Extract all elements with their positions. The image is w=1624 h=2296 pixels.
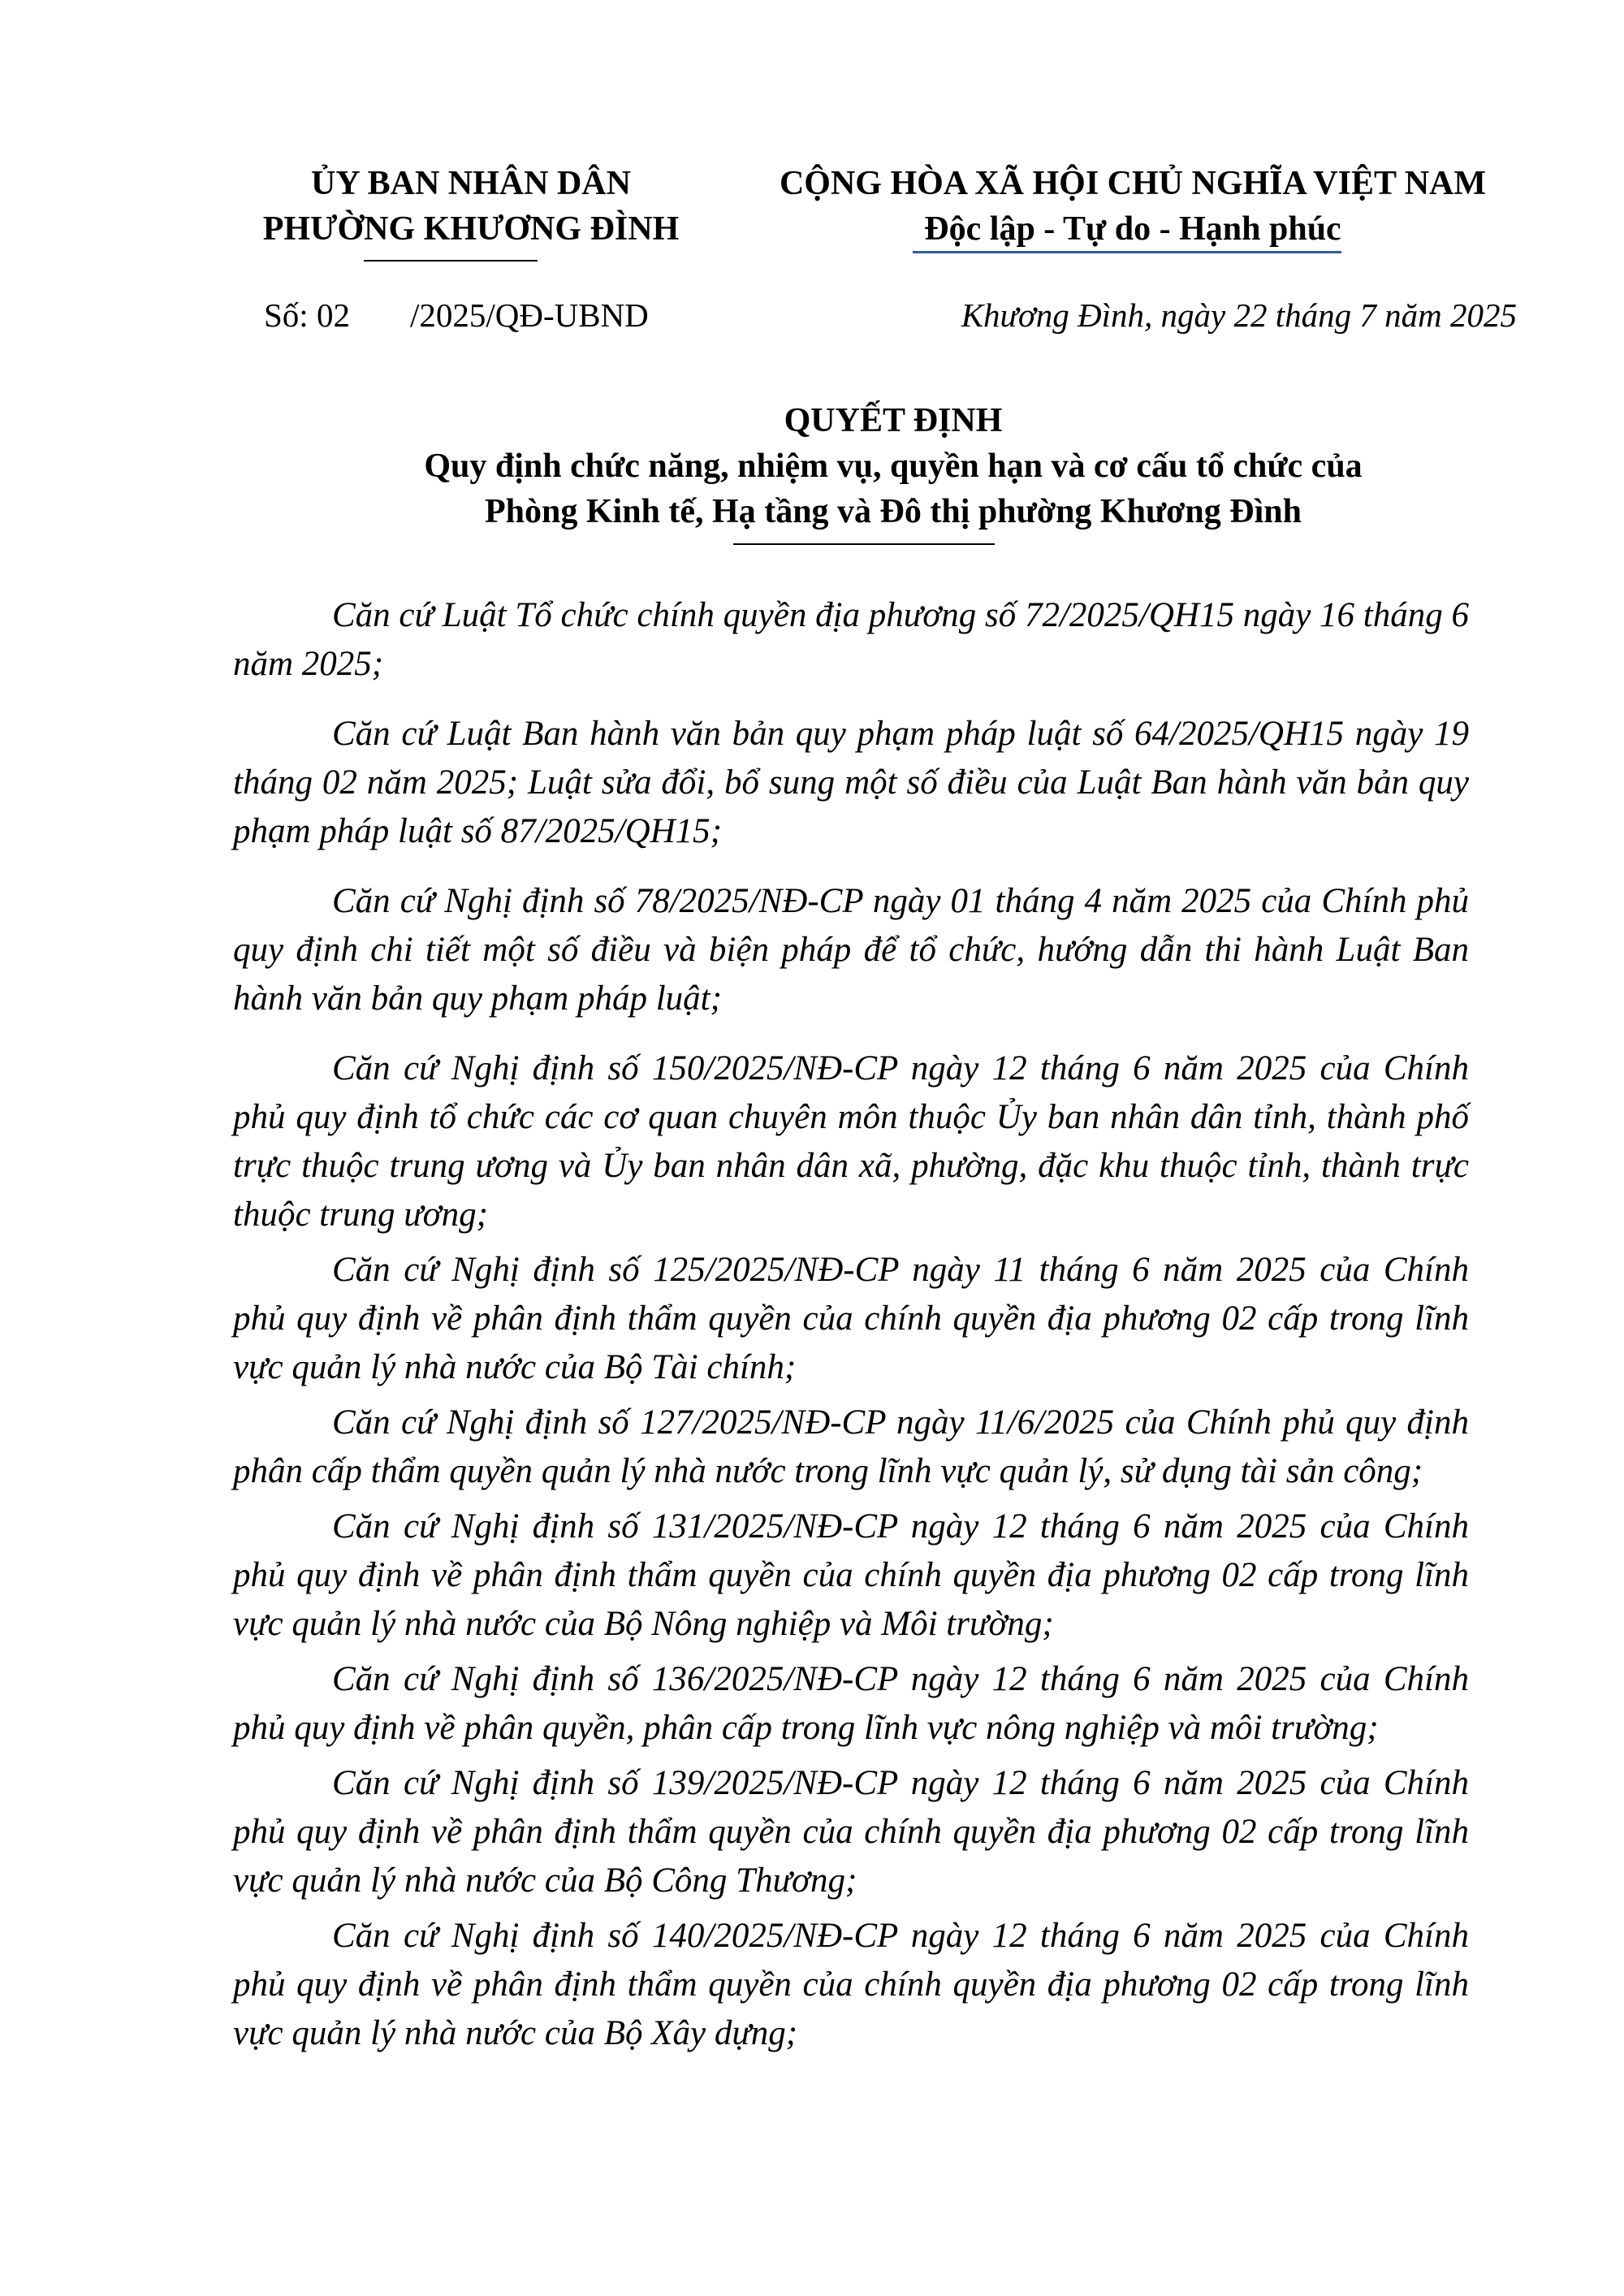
legal-basis-10: Căn cứ Nghị định số 140/2025/NĐ-CP ngày 12 tháng 6 năm 2025 của Chính phủ quy định về phân định thẩm quyền của chính quyền địa phương 02 cấp trong lĩnh vực quản lý nhà nước của Bộ Xây dựng; [233,1917,1469,2052]
place-and-date: Khương Đình, ngày 22 tháng 7 năm 2025 [961,296,1517,334]
legal-basis-8: Căn cứ Nghị định số 136/2025/NĐ-CP ngày 12 tháng 6 năm 2025 của Chính phủ quy định về phân quyền, phân cấp trong lĩnh vực nông nghiệp và môi trường; [233,1660,1469,1747]
agency-underline [364,260,538,262]
agency-line-2: PHƯỜNG KHƯƠNG ĐÌNH [262,210,680,248]
legal-basis-6: Căn cứ Nghị định số 127/2025/NĐ-CP ngày 11/6/2025 của Chính phủ quy định phân cấp thẩm quyền quản lý nhà nước trong lĩnh vực quản lý, sử dụng tài sản công; [233,1403,1469,1490]
legal-bases [233,591,1469,2058]
legal-basis-2: Căn cứ Luật Ban hành văn bản quy phạm pháp luật số 64/2025/QH15 ngày 19 tháng 02 năm 2025; Luật sửa đổi, bổ sung một số điều của Luật Ban hành văn bản quy phạm pháp luật số 87/2025/QH15; [233,715,1469,850]
national-motto [755,161,1510,252]
subject-line-2: Phòng Kinh tế, Hạ tầng và Đô thị phường Khương Đình [484,493,1302,530]
legal-basis-3: Căn cứ Nghị định số 78/2025/NĐ-CP ngày 01 tháng 4 năm 2025 của Chính phủ quy định chi tiết một số điều và biện pháp để tổ chức, hướng dẫn thi hành Luật Ban hành văn bản quy phạm pháp luật; [233,882,1469,1018]
number-prefix: Số: [264,296,309,334]
country-name: CỘNG HÒA XÃ HỘI CHỦ NGHĨA VIỆT NAM [779,165,1487,202]
document-type: QUYẾT ĐỊNH [784,402,1003,439]
issuing-agency [219,161,723,252]
document-number [264,295,649,335]
legal-basis-1: Căn cứ Luật Tổ chức chính quyền địa phương số 72/2025/QH15 ngày 16 tháng 6 năm 2025; [233,596,1469,683]
title-underline [733,543,995,545]
legal-basis-7: Căn cứ Nghị định số 131/2025/NĐ-CP ngày 12 tháng 6 năm 2025 của Chính phủ quy định về phân định thẩm quyền của chính quyền địa phương 02 cấp trong lĩnh vực quản lý nhà nước của Bộ Nông nghiệp và Môi trường; [233,1507,1469,1643]
motto: Độc lập - Tự do - Hạnh phúc [924,210,1341,248]
document-title [268,398,1518,534]
subject-line-1: Quy định chức năng, nhiệm vụ, quyền hạn và cơ cấu tổ chức của [424,448,1363,485]
legal-basis-9: Căn cứ Nghị định số 139/2025/NĐ-CP ngày 12 tháng 6 năm 2025 của Chính phủ quy định về phân định thẩm quyền của chính quyền địa phương 02 cấp trong lĩnh vực quản lý nhà nước của Bộ Công Thương; [233,1764,1469,1900]
number-suffix: /2025/QĐ-UBND [409,296,649,334]
legal-basis-5: Căn cứ Nghị định số 125/2025/NĐ-CP ngày 11 tháng 6 năm 2025 của Chính phủ quy định về phân định thẩm quyền của chính quyền địa phương 02 cấp trong lĩnh vực quản lý nhà nước của Bộ Tài chính; [233,1251,1469,1386]
legal-basis-4: Căn cứ Nghị định số 150/2025/NĐ-CP ngày 12 tháng 6 năm 2025 của Chính phủ quy định tổ chức các cơ quan chuyên môn thuộc Ủy ban nhân dân tỉnh, thành phố trực thuộc trung ương và Ủy ban nhân dân xã, phường, đặc khu thuộc tỉnh, thành trực thuộc trung ương; [233,1049,1469,1234]
agency-line-1: ỦY BAN NHÂN DÂN [311,165,631,202]
motto-underline [913,251,1341,253]
number-value: 02 [316,296,350,334]
